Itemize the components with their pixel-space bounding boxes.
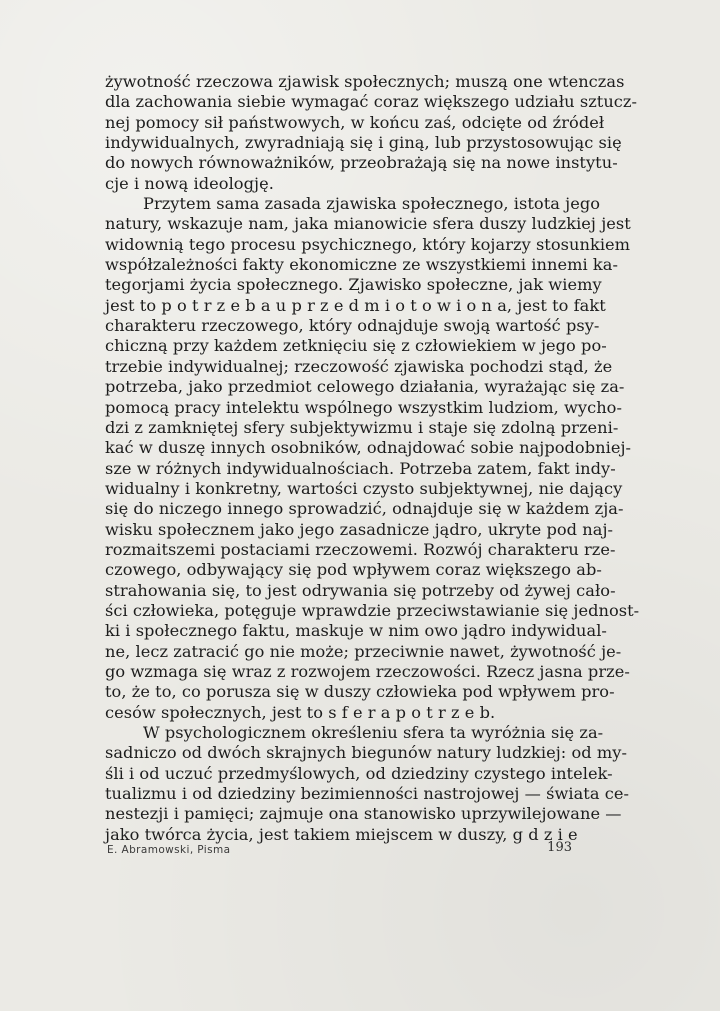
text-line: indywidualnych, zwyradniają się i giną, lub przystosowując się [105,133,622,153]
text-line: jako twórca życia, jest takiem miejscem w duszy, g d z i e [105,824,578,844]
text-line: współzależności fakty ekonomiczne ze wszystkiemi innemi ka- [105,255,618,275]
text-line: dla zachowania siebie wymagać coraz większego udziału sztucz- [105,92,638,112]
text-line: pomocą pracy intelektu wspólnego wszystkim ludziom, wycho- [105,397,623,417]
text-line: trzebie indywidualnej; rzeczowość zjawiska pochodzi stąd, że [105,356,613,376]
text-line: strahowania się, to jest odrywania się potrzeby od żywej cało- [105,580,616,600]
text-line: ne, lecz zatracić go nie może; przeciwnie nawet, żywotność je- [105,641,622,661]
text-line: kać w duszę innych osobników, odnajdować sobie najpodobniej- [105,438,632,458]
text-line: potrzeba, jako przedmiot celowego działania, wyrażając się za- [105,377,625,397]
text-line: natury, wskazuje nam, jaka mianowicie sfera duszy ludzkiej jest [105,214,631,234]
page-footer [107,842,572,862]
text-line: cje i nową ideologję. [105,173,274,193]
text-line: śli i od uczuć przedmyślowych, od dziedziny czystego intelek- [105,763,613,783]
text-line: tualizmu i od dziedziny bezimienności nastrojowej — świata ce- [105,784,630,804]
text-line: sze w różnych indywidualnościach. Potrzeba zatem, fakt indy- [105,458,616,478]
text-line: chiczną przy każdem zetknięciu się z człowiekiem w jego po- [105,336,607,356]
text-line: charakteru rzeczowego, który odnajduje swoją wartość psy- [105,316,600,336]
text-line: rozmaitszemi postaciami rzeczowemi. Rozwój charakteru rze- [105,539,616,559]
text-line: czowego, odbywający się pod wpływem coraz większego ab- [105,560,602,580]
paragraph-start-line: Przytem sama zasada zjawiska społecznego, istota jego [143,194,601,214]
text-line: widualny i konkretny, wartości czysto subjektywnej, nie dający [105,478,623,498]
paragraph-start-line: W psychologicznem określeniu sfera ta wyróżnia się za- [143,723,604,742]
text-line: nej pomocy sił państwowych, w końcu zaś, odcięte od źródeł [105,112,605,132]
text-line: sadniczo od dwóch skrajnych biegunów natury ludzkiej: od my- [105,743,628,763]
text-line: ki i społecznego faktu, maskuje w nim owo jądro indywidual- [105,621,607,641]
text-line: widownią tego procesu psychicznego, który kojarzy stosunkiem [105,234,631,254]
page-number: 193 [547,840,572,855]
footer-signature: E. Abramowski, Pisma [107,844,231,856]
text-line: wisku społecznem jako jego zasadnicze jądro, ukryte pod naj- [105,519,614,539]
body-text [105,72,640,845]
text-line: się do niczego innego sprowadzić, odnajduje się w każdem zja- [105,499,624,519]
text-line: tegorjami życia społecznego. Zjawisko społeczne, jak wiemy [105,275,602,295]
text-line: ści człowieka, potęguje wprawdzie przeciwstawianie się jednost- [105,600,640,620]
text-line: jest to p o t r z e b a u p r z e d m i o t o w i o n a, jest to fakt [105,295,606,315]
text-line: nestezji i pamięci; zajmuje ona stanowisko uprzywilejowane — [105,804,622,824]
text-line: do nowych równoważników, przeobrażają się na nowe instytu- [105,153,618,173]
text-line: cesów społecznych, jest to s f e r a p o t r z e b. [105,702,496,722]
text-line: to, że to, co porusza się w duszy człowieka pod wpływem pro- [105,682,615,702]
text-line: żywotność rzeczowa zjawisk społecznych; muszą one wtenczas [105,72,625,91]
text-line: go wzmaga się wraz z rozwojem rzeczowości. Rzecz jasna prze- [105,661,630,681]
text-line: dzi z zamkniętej sfery subjektywizmu i staje się zdolną przeni- [105,417,619,437]
